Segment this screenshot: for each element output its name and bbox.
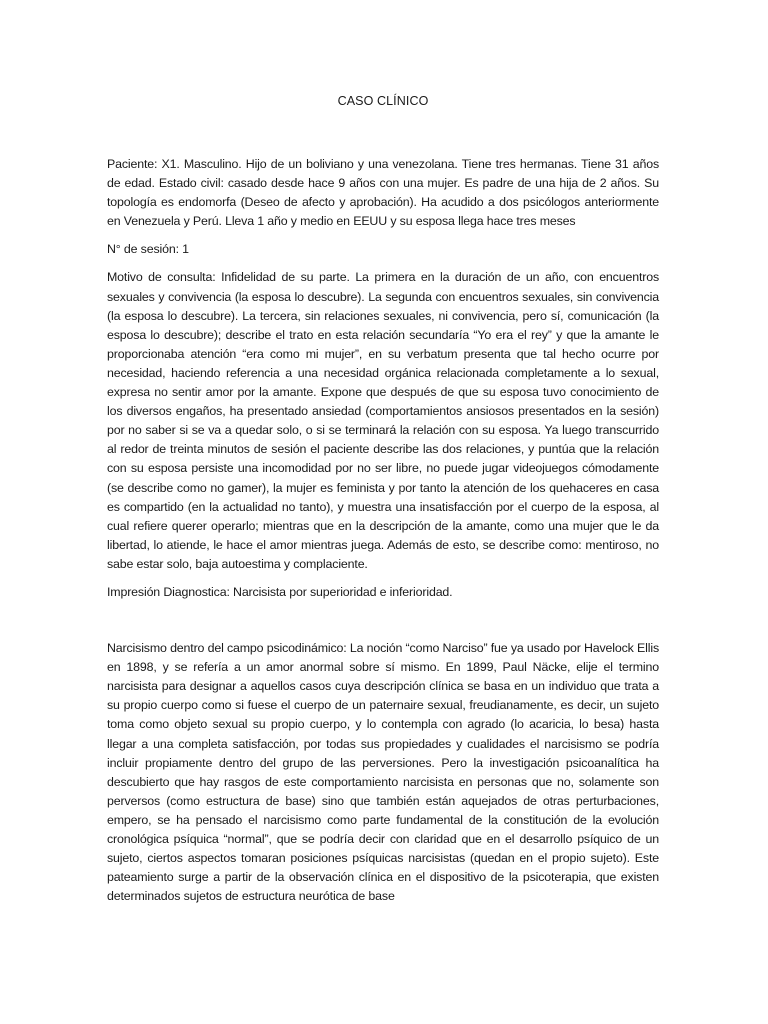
session-number: N° de sesión: 1 (107, 242, 189, 257)
document-title: CASO CLÍNICO (337, 94, 429, 108)
narcissism-paragraph: Narcisismo dentro del campo psicodinámico: La noción “como Narciso” fue ya usado por Havelock Ellis en 1898, y se refería a un amor anormal sobre sí mismo. En 1899, Paul Näcke, elije el termino narcisista para designar a aquellos casos cuya descripción clínica se basa en un individuo que trata a su propio cuerpo como si fuese el cuerpo de un paternaire sexual, freudianamente, es decir, un sujeto toma como objeto sexual su propio cuerpo, y lo contempla con agrado (lo acaricia, lo besa) hasta llegar a una completa satisfacción, por todas sus propiedades y cualidades el narcisismo se podría incluir propiamente dentro del grupo de las perversiones. Pero la investigación psicoanalítica ha descubierto que hay rasgos de este comportamiento narcisista en personas que no, solamente son perversos (como estructura de base) sino que también están aquejados de otras perturbaciones, empero, se ha pensado el narcisismo como parte fundamental de la constitución de la evolución cronológica psíquica “normal”, que se podría decir con claridad que en el desarrollo psíquico de un sujeto, ciertos aspectos tomaran posiciones psíquicas narcisistas (quedan en el propio sujeto). Este pateamiento surge a partir de la observación clínica en el dispositivo de la psicoterapia, que existen determinados sujetos de estructura neurótica de base (107, 641, 659, 904)
consultation-motive-paragraph: Motivo de consulta: Infidelidad de su parte. La primera en la duración de un año, con encuentros sexuales y convivencia (la esposa lo descubre). La segunda con encuentros sexuales, sin convivencia (la esposa lo descubre). La tercera, sin relaciones sexuales, ni convivencia, pero sí, comunicación (la esposa lo descubre); describe el trato en esta relación secundaría “Yo era el rey” y que la amante le proporcionaba atención “era como mi mujer”, en su verbatum presenta que tal hecho ocurre por necesidad, haciendo referencia a una necesidad orgánica relacionada completamente a lo sexual, expresa no sentir amor por la amante. Expone que después de que su esposa tuvo conocimiento de los diversos engaños, ha presentado ansiedad (comportamientos ansiosos presentados en la sesión) por no saber si se va a quedar solo, o si se terminará la relación con su esposa. Ya luego transcurrido al redor de treinta minutos de sesión el paciente describe las dos relaciones, y puntúa que la relación con su esposa persiste una incomodidad por no ser libre, no puede jugar videojuegos cómodamente (se describe como no gamer), la mujer es feminista y por tanto la atención de los quehaceres en casa es compartido (en la actualidad no tanto), y muestra una insatisfacción por el cuerpo de la esposa, al cual refiere querer operarlo; mientras que en la descripción de la amante, como una mujer que le da libertad, lo atiende, le hace el amor mientras juega. Además de esto, se describe como: mentiroso, no sabe estar solo, baja autoestima y complaciente. (107, 270, 659, 571)
patient-paragraph: Paciente: X1. Masculino. Hijo de un boliviano y una venezolana. Tiene tres hermanas. Tiene 31 años de edad. Estado civil: casado desde hace 9 años con una mujer. Es padre de una hija de 2 años. Su topología es endomorfa (Deseo de afecto y aprobación). Ha acudido a dos psicólogos anteriormente en Venezuela y Perú. Lleva 1 año y medio en EEUU y su esposa llega hace tres meses (107, 157, 659, 229)
diagnostic-impression: Impresión Diagnostica: Narcisista por superioridad e inferioridad. (107, 584, 453, 599)
document-page (107, 92, 659, 915)
